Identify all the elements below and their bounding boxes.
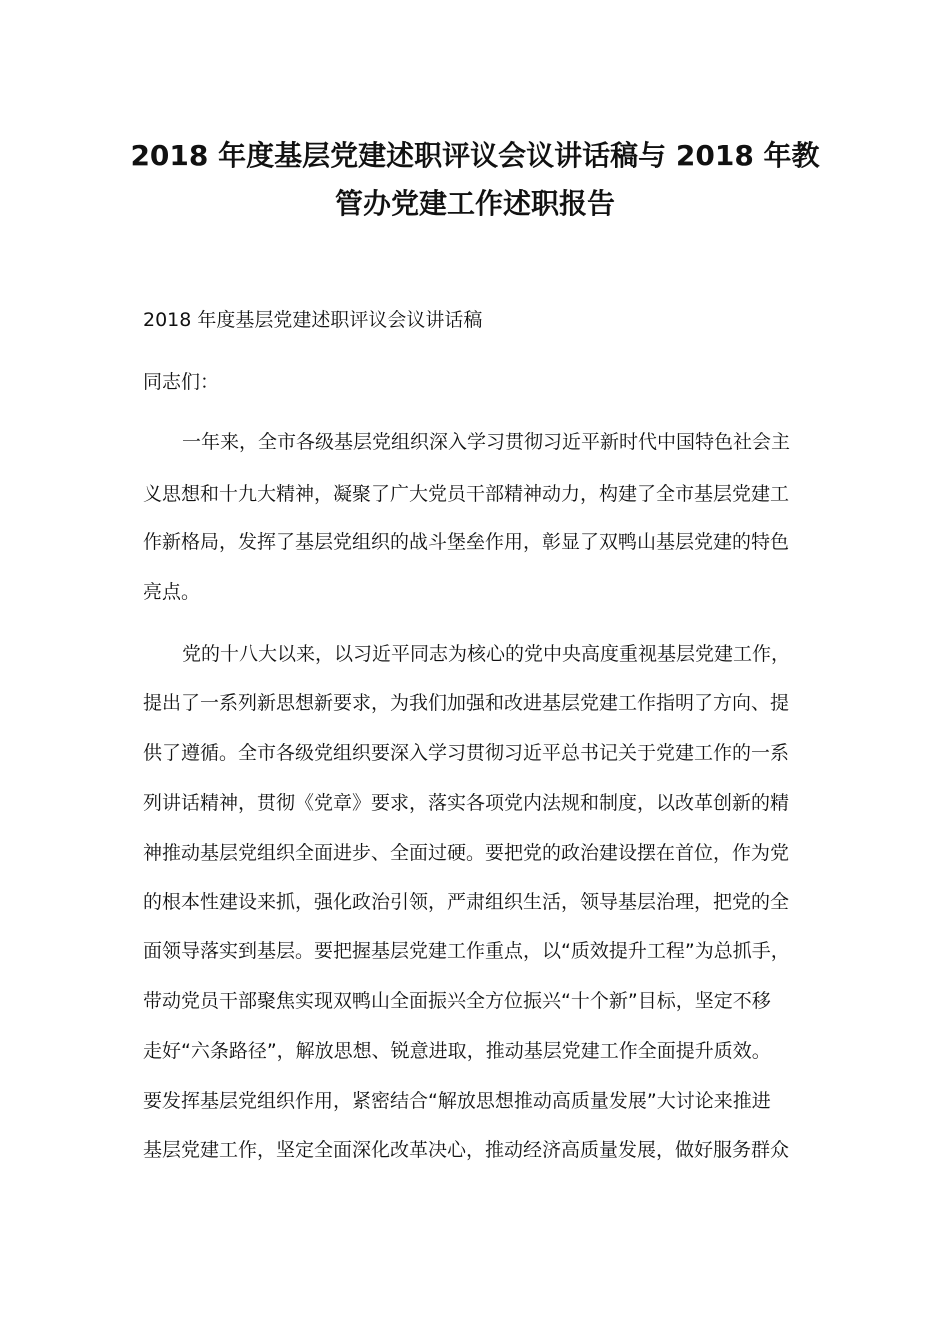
paragraph-2-line: 列讲话精神，贯彻《党章》要求，落实各项党内法规和制度，以改革创新的精	[143, 792, 790, 814]
paragraph-2-line: 带动党员干部聚焦实现双鸭山全面振兴全方位振兴“十个新”目标，坚定不移	[143, 990, 771, 1012]
paragraph-2-line: 基层党建工作，坚定全面深化改革决心，推动经济高质量发展，做好服务群众	[143, 1139, 790, 1161]
paragraph-2-line: 要发挥基层党组织作用，紧密结合“解放思想推动高质量发展”大讨论来推进	[143, 1090, 771, 1112]
paragraph-2-line: 供了遵循。全市各级党组织要深入学习贯彻习近平总书记关于党建工作的一系	[143, 742, 790, 764]
paragraph-1-line: 义思想和十九大精神，凝聚了广大党员干部精神动力，构建了全市基层党建工	[143, 483, 790, 505]
salutation: 同志们：	[143, 371, 220, 393]
paragraph-2-line: 神推动基层党组织全面进步、全面过硬。要把党的政治建设摆在首位，作为党	[143, 842, 790, 864]
document-title-line-1: 2018 年度基层党建述职评议会议讲话稿与 2018 年教	[130, 139, 820, 172]
section-subtitle: 2018 年度基层党建述职评议会议讲话稿	[143, 309, 483, 331]
paragraph-2-line: 党的十八大以来，以习近平同志为核心的党中央高度重视基层党建工作，	[182, 643, 791, 665]
document-title-line-2: 管办党建工作述职报告	[334, 187, 615, 220]
paragraph-1-line: 亮点。	[143, 581, 201, 603]
paragraph-2-line: 走好“六条路径”，解放思想、锐意进取，推动基层党建工作全面提升质效。	[143, 1040, 771, 1062]
paragraph-1-line: 作新格局，发挥了基层党组织的战斗堡垒作用，彰显了双鸭山基层党建的特色	[143, 531, 790, 553]
paragraph-2-line: 面领导落实到基层。要把握基层党建工作重点，以“质效提升工程”为总抓手，	[143, 940, 790, 962]
paragraph-1-line: 一年来，全市各级基层党组织深入学习贯彻习近平新时代中国特色社会主	[182, 431, 791, 453]
paragraph-2-line: 提出了一系列新思想新要求，为我们加强和改进基层党建工作指明了方向、提	[143, 692, 790, 714]
paragraph-2-line: 的根本性建设来抓，强化政治引领，严肃组织生活，领导基层治理，把党的全	[143, 891, 790, 913]
